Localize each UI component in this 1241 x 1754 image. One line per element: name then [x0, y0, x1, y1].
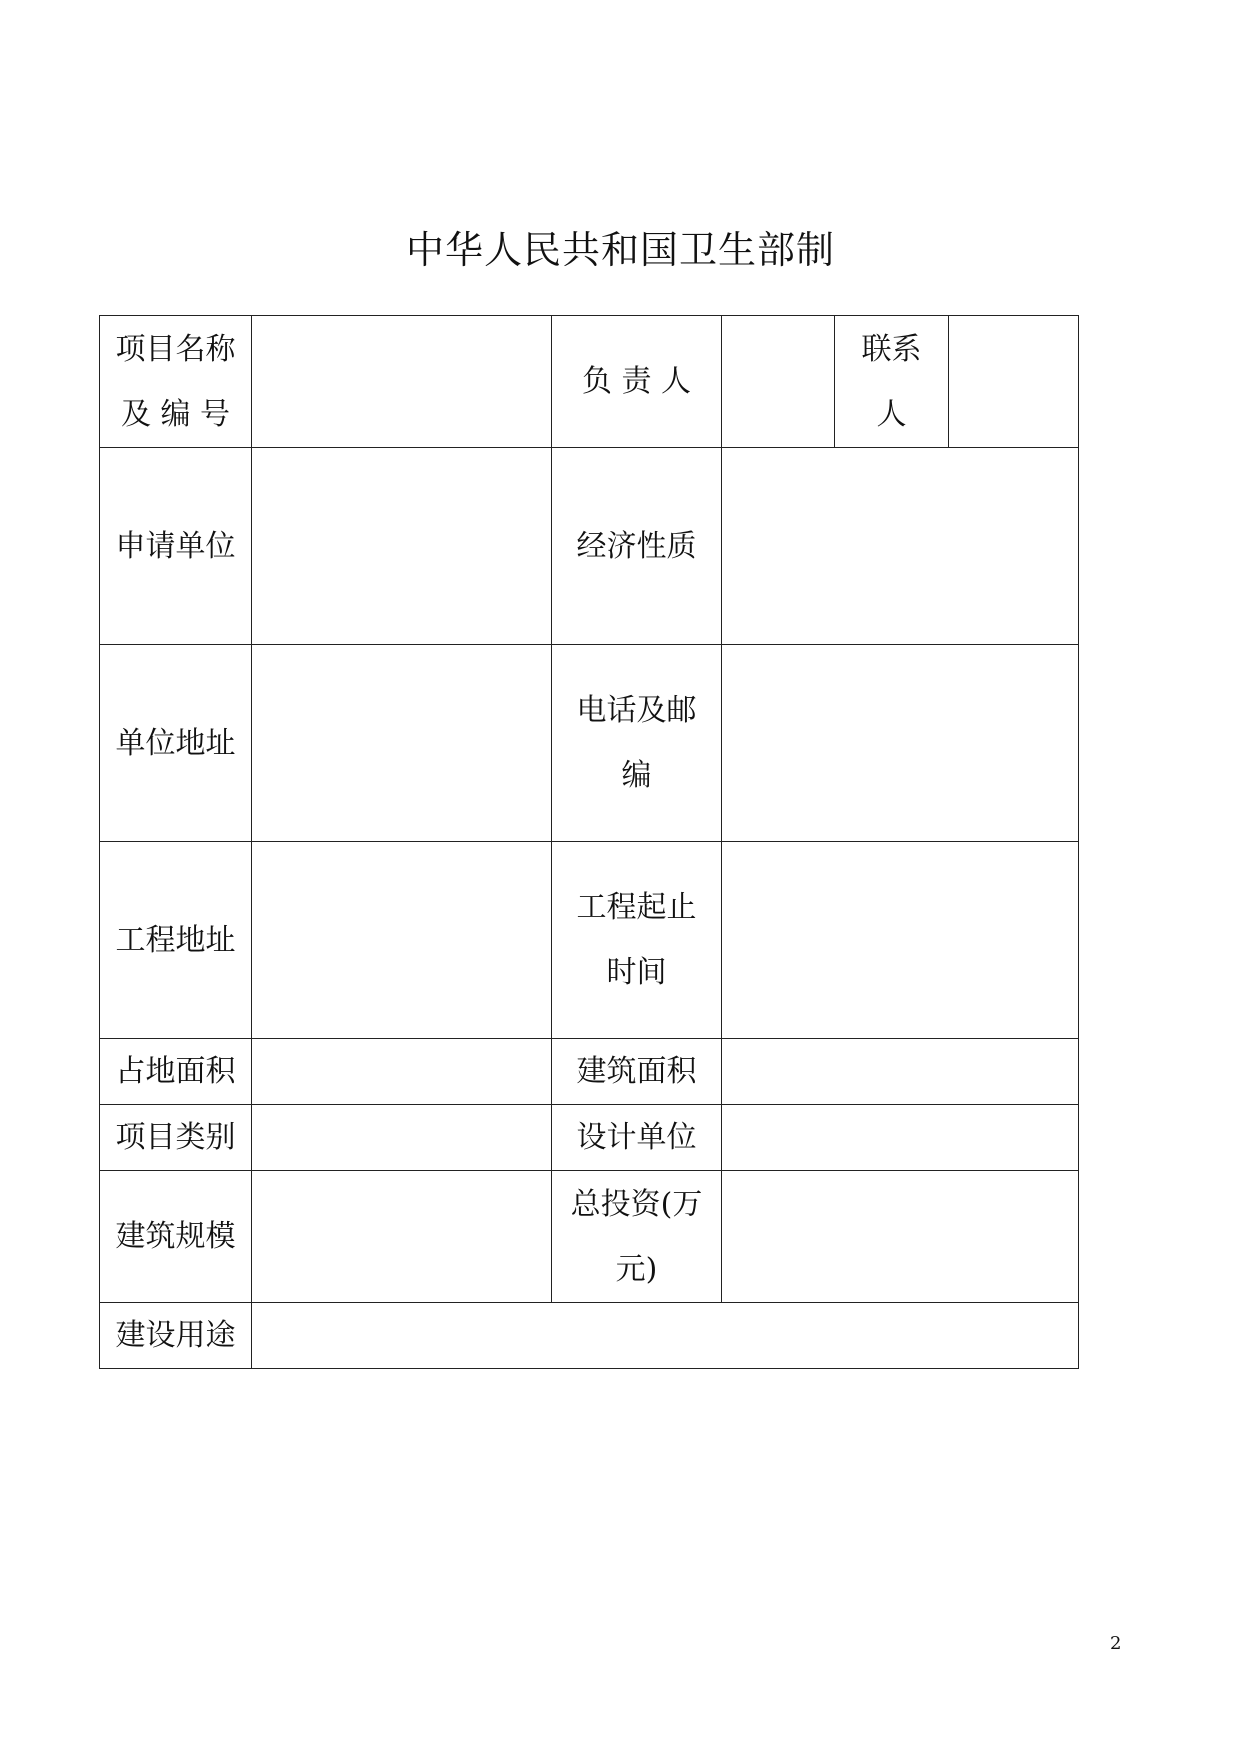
contact-label: 联系 人 — [835, 316, 949, 448]
phone-postcode-field[interactable] — [722, 645, 1079, 842]
building-scale-field[interactable] — [252, 1171, 552, 1303]
project-address-label: 工程地址 — [100, 842, 252, 1039]
form-row-area — [100, 1039, 1079, 1105]
building-area-label: 建筑面积 — [552, 1039, 722, 1105]
form-row-unit-address — [100, 645, 1079, 842]
project-period-label: 工程起止 时间 — [552, 842, 722, 1039]
form-row-use — [100, 1303, 1079, 1369]
economic-nature-field[interactable] — [722, 448, 1079, 645]
applicant-label: 申请单位 — [100, 448, 252, 645]
contact-field[interactable] — [949, 316, 1079, 448]
form-row-project-address — [100, 842, 1079, 1039]
project-period-field[interactable] — [722, 842, 1079, 1039]
form-row-category — [100, 1105, 1079, 1171]
applicant-field[interactable] — [252, 448, 552, 645]
unit-address-field[interactable] — [252, 645, 552, 842]
leader-label: 负 责 人 — [552, 316, 722, 448]
document-title: 中华人民共和国卫生部制 — [405, 228, 835, 272]
form-row-applicant — [100, 448, 1079, 645]
phone-postcode-label: 电话及邮 编 — [552, 645, 722, 842]
leader-field[interactable] — [722, 316, 835, 448]
total-investment-label: 总投资(万 元) — [552, 1171, 722, 1303]
project-name-field[interactable] — [252, 316, 552, 448]
building-scale-label: 建筑规模 — [100, 1171, 252, 1303]
project-name-label: 项目名称 及 编 号 — [100, 316, 252, 448]
total-investment-field[interactable] — [722, 1171, 1079, 1303]
unit-address-label: 单位地址 — [100, 645, 252, 842]
project-category-label: 项目类别 — [100, 1105, 252, 1171]
page-number: 2 — [1110, 1633, 1122, 1654]
form-row-project — [100, 316, 1079, 448]
project-category-field[interactable] — [252, 1105, 552, 1171]
building-use-label: 建设用途 — [100, 1303, 252, 1369]
land-area-field[interactable] — [252, 1039, 552, 1105]
project-address-field[interactable] — [252, 842, 552, 1039]
application-form-table — [99, 315, 1079, 1369]
design-unit-label: 设计单位 — [552, 1105, 722, 1171]
building-use-field[interactable] — [252, 1303, 1079, 1369]
land-area-label: 占地面积 — [100, 1039, 252, 1105]
economic-nature-label: 经济性质 — [552, 448, 722, 645]
design-unit-field[interactable] — [722, 1105, 1079, 1171]
building-area-field[interactable] — [722, 1039, 1079, 1105]
form-row-scale — [100, 1171, 1079, 1303]
